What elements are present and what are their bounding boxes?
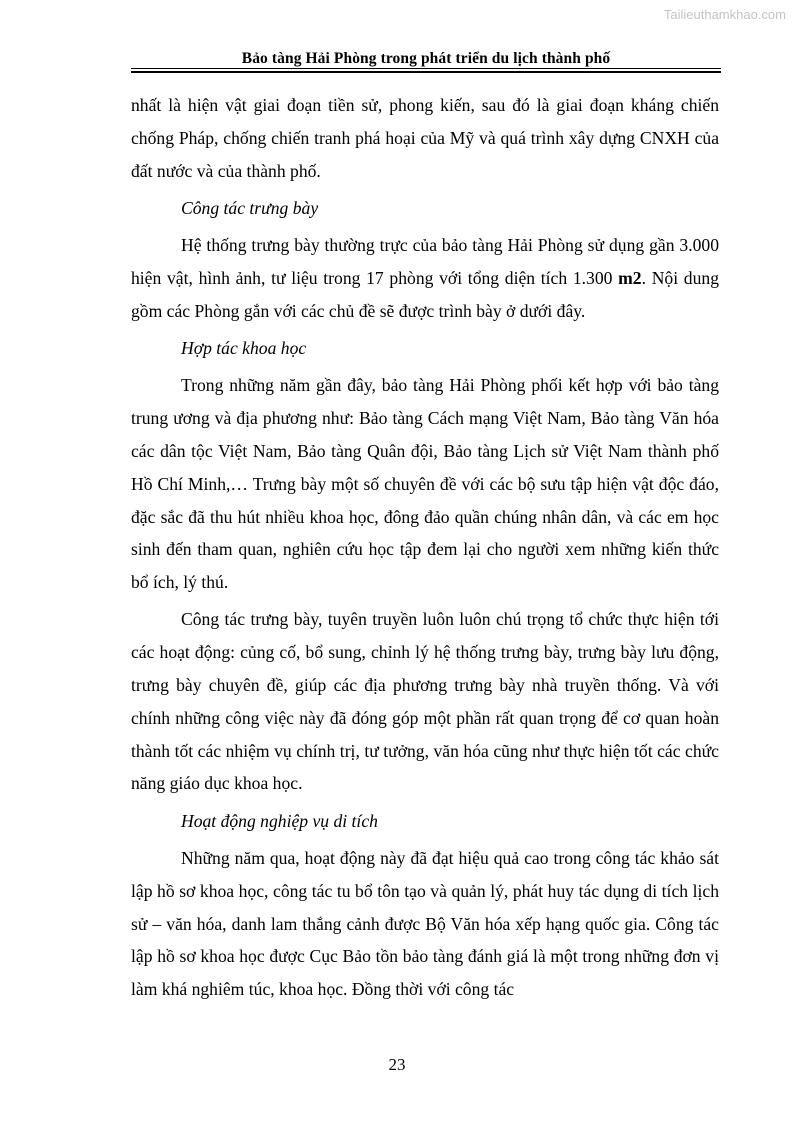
paragraph-text: Hệ thống trưng bày thường trực của bảo tàng Hải Phòng sử dụng gần 3.000 hiện vật, hình ảnh, tư liệu trong 17 phòng với tổng diện tích 1.300 [131, 235, 719, 288]
paragraph-text: . Nội dung gồm các Phòng gắn với các chủ đề sẽ được trình bày ở dưới đây. [131, 267, 719, 321]
header-rule-thin [131, 68, 721, 69]
paragraph-di-tich: Những năm qua, hoạt động này đã đạt hiệu quả cao trong công tác khảo sát lập hồ sơ khoa học, công tác tu bổ tôn tạo và quản lý, phát huy tác dụng di tích lịch sử – văn hóa, danh lam thắng cảnh được Bộ Văn hóa xếp hạng quốc gia. Công tác lập hồ sơ khoa học được Cục Bảo tồn bảo tàng đánh giá là một trong những đơn vị làm khá nghiêm túc, khoa học. Đồng thời với công tác [131, 848, 719, 1000]
section-heading-di-tich: Hoạt động nghiệp vụ di tích [181, 810, 378, 831]
area-unit: m2 [618, 267, 642, 288]
watermark-text: Tailieuthamkhao.com [663, 7, 786, 22]
running-header: Bảo tàng Hải Phòng trong phát triển du lịch thành phố [241, 50, 611, 67]
page-number: 23 [388, 1055, 406, 1074]
section-heading-hop-tac: Hợp tác khoa học [181, 338, 307, 359]
paragraph-tuyen-truyen: Công tác trưng bày, tuyên truyền luôn luôn chú trọng tổ chức thực hiện tới các hoạt động: củng cố, bổ sung, chỉnh lý hệ thống trưng bày, trưng bày lưu động, trưng bày chuyên đề, giúp các địa phương trưng bày nhà truyền thống. Và với chính những công việc này đã đóng góp một phần rất quan trọng để cơ quan hoàn thành tốt các nhiệm vụ chính trị, tư tưởng, văn hóa cũng như thực hiện tốt các chức năng giáo dục khoa học. [131, 609, 719, 794]
header-rule-thick [131, 71, 721, 73]
document-body [131, 89, 719, 1011]
paragraph-trung-bay [131, 229, 719, 327]
section-heading-trung-bay: Công tác trưng bày [181, 197, 319, 218]
paragraph-continued: nhất là hiện vật giai đoạn tiền sử, phong kiến, sau đó là giai đoạn kháng chiến chống Pháp, chống chiến tranh phá hoại của Mỹ và quá trình xây dựng CNXH của đất nước và của thành phố. [131, 95, 719, 181]
paragraph-hop-tac: Trong những năm gần đây, bảo tàng Hải Phòng phối kết hợp với bảo tàng trung ương và địa phương như: Bảo tàng Cách mạng Việt Nam, Bảo tàng Văn hóa các dân tộc Việt Nam, Bảo tàng Quân đội, Bảo tàng Lịch sử Việt Nam thành phố Hồ Chí Minh,… Trưng bày một số chuyên đề với các bộ sưu tập hiện vật độc đáo, đặc sắc đã thu hút nhiều khoa học, đông đảo quần chúng nhân dân, và các em học sinh đến tham quan, nghiên cứu học tập đem lại cho người xem những kiến thức bổ ích, lý thú. [131, 375, 719, 593]
